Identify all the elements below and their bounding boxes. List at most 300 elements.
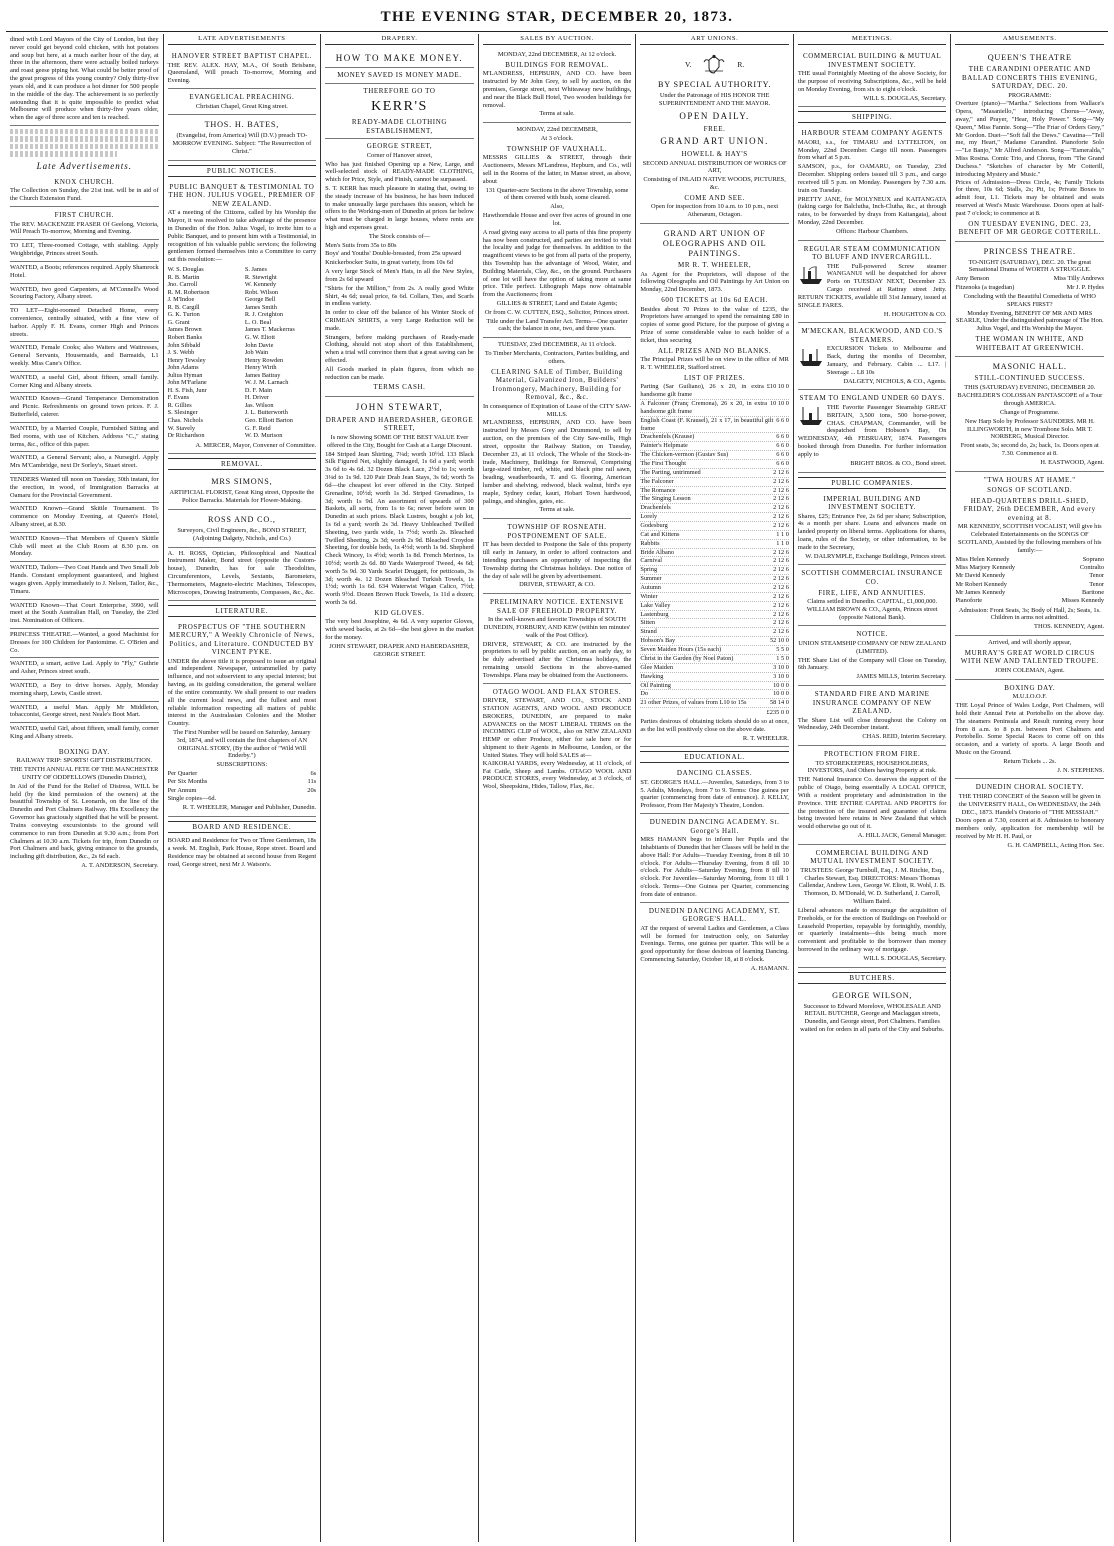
shipping-head: SHIPPING. <box>798 111 947 123</box>
classified-ad: WANTED, by a Married Couple, Furnished Sitting and Bed rooms, with use of Kitchen. Address "C.," stating terms, &c., office of this paper. <box>10 423 159 452</box>
prize-value: 2 12 6 <box>773 548 789 556</box>
cast-row <box>955 275 1104 283</box>
kerr-name: KERR'S <box>371 99 428 115</box>
knox-church-ad <box>10 174 159 207</box>
dancing-ad <box>640 765 789 814</box>
ticket-price: 600 TICKETS at 10s 6d EACH. <box>661 296 768 304</box>
carandini-title: THE CARANDINI OPERATIC AND BALLAD CONCERTS THIS EVENING, SATURDAY, DEC. 20. <box>962 65 1098 91</box>
column-5-head: ART UNIONS. <box>640 34 789 45</box>
prize-row <box>640 460 789 469</box>
parties-note: Parties desirous of obtaining tickets should do so at once, as the list will positively close on the above date. <box>640 717 789 733</box>
songs-scotland: SONGS OF SCOTLAND. <box>987 486 1073 495</box>
oleographs-ad <box>640 224 789 747</box>
prize-name: The Singing Lesson <box>640 495 691 503</box>
houghton-sign: H. HOUGHTON & CO. <box>883 310 947 318</box>
principal-prizes: The Principal Prizes will be on view in the office of MR R. T. WHEELER, Stafford street. <box>640 356 789 371</box>
imperial-ad <box>798 491 947 566</box>
prize-row <box>640 602 789 611</box>
vauxhall-cutten: Or from C. W. CUTTEN, ESQ., Solicitor, Princes street. <box>484 308 630 316</box>
grand-art-union: GRAND ART UNION. <box>660 136 769 147</box>
prize-value: 2 12 6 <box>773 601 789 609</box>
classified-ad: WANTED Known—That Members of Queen's Skittle Club will meet at the Club Room at 8.30 p.m. on Monday. <box>10 533 159 562</box>
princess-body: TO-NIGHT (SATURDAY), DEC. 20. The great Sensational Drama of WORTH A STRUGGLE. <box>968 258 1092 274</box>
academy-ad-2 <box>640 903 789 977</box>
simons-title: MRS SIMONS, <box>211 477 273 487</box>
committee-member: John Adams <box>167 364 199 372</box>
prize-row <box>640 451 789 460</box>
commercial-sign: WILL S. DOUGLAS, Secretary. <box>863 94 947 102</box>
commercial-meeting-ad <box>798 48 947 107</box>
cast-actor: Miss Tilly Andrews <box>1053 275 1105 283</box>
committee-member: F. Evans <box>167 394 190 402</box>
imperial-body: Shares, £25; Entrance Fee, 2s 6d per share; Subscription, 4s a month per share. Loans and advances made on landed property on liberal terms. Applications for shares, loans, rules of the Society, or other information, to be made to the Secretary, <box>797 512 947 551</box>
evangelical-body: Christian Chapel, Great King street. <box>195 102 288 110</box>
oleographs-title: GRAND ART UNION OF OLEOGRAPHS AND OIL PAINTINGS. <box>662 229 767 259</box>
committee-member: Jno. Carroll <box>167 281 198 289</box>
prize-value: 2 12 6 <box>773 486 789 494</box>
standard-body: The Share List will close throughout the Colony on Wednesday, 24th December instant. <box>797 716 947 732</box>
prize-value: 10 10 0 <box>770 400 789 407</box>
committee-member: R. J. Creighton <box>244 311 283 319</box>
kerr-terms: TERMS CASH. <box>373 383 426 392</box>
crest-r: R. <box>737 60 745 70</box>
classified-ad: WANTED, two good Carpenters, at M'Connell's Wood Scouring Factory, Albany street. <box>10 284 159 306</box>
queens-title: QUEEN'S THEATRE <box>987 53 1072 62</box>
stephens-sign: J. N. STEPHENS. <box>1057 766 1105 774</box>
boxing-subtitle-2: THE TENTH ANNUAL FETE OF THE MANCHESTER UNITY OF ODDFELLOWS (Dunedin District), <box>10 766 159 782</box>
pretty-jane-body: PRETTY JANE, for MOLYNEUX and KAITANGATA (taking cargo for Balclutha, Inch-Clutha, &c., at through rates, to be forwarded by drays from Kaitangata), about Monday, 22nd December. <box>797 195 947 226</box>
classified-ad: WANTED, a smart, active Lad. Apply to "Fly," Guthrie and Asher, Princes street south. <box>10 658 159 680</box>
auction-sawmills <box>483 338 632 519</box>
prize-value: 10 0 0 <box>773 690 789 698</box>
prize-row <box>640 699 789 708</box>
third-concert: THE THIRD CONCERT of the Season will be given in the UNIVERSITY HALL, On WEDNESDAY, the 24th DEC., 1873. Handel's Oratorio of "THE MESSIAH." <box>958 792 1101 816</box>
prize-name: Hawking <box>640 672 664 680</box>
protection-title: PROTECTION FROM FIRE. <box>823 750 921 759</box>
kerr-p1: Who has just finished Opening up a New, Large, and well-selected stock of READY-MADE CLOTHING, which for Price, Style, and Finish, cannot be surpassed. <box>325 160 474 184</box>
open-daily: OPEN DAILY. <box>679 110 750 121</box>
concluding: Concluding with the Beautiful Comedietta of WHO SPEAKS FIRST? <box>963 292 1096 308</box>
masonic-title: MASONIC HALL. <box>992 362 1067 372</box>
prize-value: 58 14 0 <box>770 699 789 707</box>
prize-value: 2 12 6 <box>773 495 789 503</box>
prize-value: 1 1 0 <box>776 530 789 538</box>
auction-1-title: BUILDINGS FOR REMOVAL. <box>505 60 609 69</box>
subscription-row <box>168 778 317 786</box>
come-and-see: COME AND SEE. <box>684 193 745 202</box>
subscription-row <box>168 770 317 778</box>
prize-row <box>640 513 789 522</box>
prize-name: The Chicken-vermon (Gustav Sus) <box>640 451 729 459</box>
coleman-sign: JOHN COLEMAN, Agent. <box>994 666 1065 674</box>
board-ad: BOARD and Residence for Two or Three Gentlemen, 18s a week. M. English, Park House, Rope street. Board and Residence may be obtained at second house from Regent road, George street, next Mr J. Watson's. <box>167 837 317 868</box>
classifieds-list <box>10 240 159 744</box>
committee-member: Job Wain <box>244 349 269 357</box>
kerr-h2: MONEY SAVED IS MONEY MADE. <box>337 70 462 79</box>
prize-value: 52 10 0 <box>770 637 789 645</box>
classified-ad: WANTED, useful Girl, about fifteen, small family, corner King and Albany streets. <box>10 725 159 741</box>
rosneath-driver: DRIVER, STEWART, & CO. <box>519 581 595 589</box>
subscription-period: Per Quarter <box>167 770 198 778</box>
notice-title: NOTICE. <box>856 630 888 639</box>
family-member-name: Miss Helen Kennedy <box>955 555 1010 563</box>
howell-hay-ad <box>640 48 789 224</box>
queens-theatre-ad <box>955 48 1104 242</box>
column-1 <box>6 34 164 1542</box>
prize-name: Lastenburg <box>640 610 669 618</box>
storekeepers: TO STOREKEEPERS, HOUSEHOLDERS, INVESTORS, And Others having Property at risk. <box>807 759 937 775</box>
kid-gloves-body: The very best Josephine, 4s 6d. A very superior Gloves, with sewed backs, at 2s 6d—the best glove in the market for the money. <box>325 618 474 642</box>
murray-title: MURRAY'S GREAT WORLD CIRCUS WITH NEW AND TALENTED TROUPE. <box>960 648 1099 666</box>
sawmills-p9: M'LANDRESS, HEPBURN, AND CO. have been instructed by Messrs Grey and Drummond, to sell by auction, on the premises of the City Saw-mills, High street, opposite the Railway Station, on Tuesday, December 23, at 11 o'clock, The Whole of the Stock-in-trade, Machinery, Buildings for Removal, Comprising large-sized timber, red, white, and black pine rail sawn, beading, weatherboards, T. and G. flooring, American lumber and shelving, redwood, black walnut, bird's eye maple, Sydney cedar, kauri, Hobart Town hardwood, palings, and shingles, gates, etc. <box>482 419 632 505</box>
committee-member: W. S. Douglas <box>167 266 204 274</box>
change-programme: Change of Programme. <box>1000 409 1060 417</box>
prize-name: Strand <box>640 628 657 636</box>
mercury-first-number: The First Number will be issued on Saturday, January 3rd, 1874, and will contain the first chapters of AN ORIGINAL STORY, (By the author of "Wild Will Enderby.") <box>173 728 311 760</box>
prize-name: English Coast (F. Krausel), 21 x 17, in beautiful gilt frame <box>640 416 774 432</box>
vauxhall-time: At 3 o'clock. <box>540 135 574 143</box>
kerr-stock: The Stock consists of— <box>368 232 431 240</box>
standard-ad <box>798 686 947 746</box>
twa-hours-ad <box>955 472 1104 636</box>
mmeckan-title: M'MECKAN, BLACKWOOD, AND CO.'S STEAMERS. <box>801 327 943 344</box>
committee-member: H. S. Fish, Junr <box>167 386 207 394</box>
kerr-item: Boys' and Youths' Double-breasted, from 25s upward <box>325 250 462 258</box>
subscription-period: Single copies—6d. <box>167 795 217 803</box>
prize-list <box>640 383 789 708</box>
campbell-sign: G. H. CAMPBELL, Acting Hon. Sec. <box>1007 841 1105 849</box>
academy-title: DUNEDIN DANCING ACADEMY. St. George's Hall. <box>649 818 780 835</box>
academy-2-title: DUNEDIN DANCING ACADEMY, ST. GEORGE'S HALL. <box>648 906 781 924</box>
committee-member: James Battray <box>244 371 281 379</box>
committee-member: John Davie <box>244 341 274 349</box>
mercury-ad <box>168 619 317 818</box>
committee-member: Henry Rowden <box>244 356 284 364</box>
committee-member: Henry Wirth <box>244 364 277 372</box>
boxing-day-ad <box>10 744 159 874</box>
wilson-ad <box>798 986 947 1038</box>
prize-name: Summer <box>640 575 662 583</box>
kid-gloves-title: KID GLOVES. <box>374 608 425 617</box>
kennedy-admission: Admission: Front Seats, 3s; Body of Hall, 2s; Seats, 1s. Children in arms not admitted. <box>958 606 1101 622</box>
prize-value: 2 12 6 <box>773 628 789 636</box>
kerr-p5: All Goods marked in plain figures, from which no reduction can be made. <box>325 365 474 381</box>
committee-member: John Sibbald <box>167 341 201 349</box>
bachelder: BACHELDER'S COLOSSAN PANTASCOPE of a Tour through AMERICA. <box>957 392 1103 408</box>
committee-member: John M'Farlane <box>167 379 207 387</box>
murray-circus-ad <box>955 636 1104 680</box>
prize-value: 2 12 6 <box>773 610 789 618</box>
family-member-row <box>955 581 1104 589</box>
searle-benefit: Monday Evening, BENEFIT OF MR AND MRS SEARLE, Under the distinguished patronage of The Hon. Julius Vogel, and His Worship the Mayor. <box>955 309 1104 333</box>
prize-total: £235 0 0 <box>766 709 789 717</box>
woman-in-white: THE WOMAN IN WHITE, AND WHITEBAIT AT GREENWICH. <box>975 335 1085 352</box>
prize-value: 6 6 0 <box>776 433 789 441</box>
scottish-body: Claims settled in Dunedin. CAPITAL, £1,000,000. WILLIAM BROWN & CO., Agents, Princes street (opposite National Bank). <box>806 598 938 621</box>
prize-row <box>640 628 789 637</box>
prize-row <box>640 673 789 682</box>
family-member-name: Pianoforte <box>955 597 983 605</box>
prize-name: Seven Maiden Hours (15s each) <box>640 646 722 654</box>
vauxhall-p3: 131 Quarter-acre Sections in the above Township, some of them covered with bush, some cleared. <box>485 186 629 202</box>
classified-ad: WANTED, a Boots; references required. Apply Shamrock Hotel. <box>10 262 159 284</box>
princess-theatre-ad <box>955 242 1104 357</box>
prize-row <box>640 522 789 531</box>
mercury-signature: R. T. WHEELER, Manager and Publisher, Dunedin. <box>182 804 317 812</box>
choral-society-ad <box>955 779 1104 853</box>
driver-ad <box>483 594 632 684</box>
kerr-h5: GEORGE STREET, <box>366 142 433 151</box>
union-body: THE Share List of the Company will Close on Tuesday, 6th January. <box>797 656 947 672</box>
masonic-this: THIS (SATURDAY) EVENING, DECEMBER 20. <box>964 383 1096 391</box>
columns <box>6 34 1108 1542</box>
queens-prices: Prices of Admission—Dress Circle, 4s; Family Tickets for three, 10s 6d; Stalls, 2s; Pit, 1s; Private Boxes to admit four, L1. Tickets may be obtained and seats reserved at West's Music Warehouse. Doors open at half-past 7 o'clock; to commence at 8. <box>955 178 1105 217</box>
kerr-item: Knickerbocker Suits, in great variety, from 10s 6d <box>325 259 454 267</box>
committee-member: R. B. Cargill <box>167 303 200 311</box>
auction-vauxhall <box>483 123 632 338</box>
column-3-head: DRAPERY. <box>325 34 474 45</box>
classified-ad: WANTED, a Boy to drive horses. Apply, Monday morning sharp, Lewis, Castle street. <box>10 680 159 702</box>
committee-member: W. Stavely <box>167 424 195 432</box>
classified-ad: TO LET, Three-roomed Cottage, with stabling. Apply Weighbridge, Princes street South. <box>10 240 159 262</box>
first-church-body: The REV. MACKENZIE FRASER Of Geelong, Victoria, Will Preach To-morrow, Morning and Evening. <box>10 220 159 236</box>
stewart-ad <box>325 397 474 663</box>
sawmills-date: TUESDAY, 23rd DECEMBER, At 11 o'clock. <box>497 341 617 349</box>
sawmills-terms: Terms at sale. <box>539 506 575 514</box>
committee-member: Geo. Elliott Barton <box>244 416 293 424</box>
committee-member: J. L. Butterworth <box>244 409 288 417</box>
stewart-title: JOHN STEWART, <box>355 401 444 412</box>
prize-name: The Falconer <box>640 477 674 485</box>
prize-row <box>640 433 789 442</box>
standard-title: STANDARD FIRE AND MARINE INSURANCE COMPANY OF NEW ZEALAND. <box>812 690 932 716</box>
prize-name: Winter <box>640 592 658 600</box>
vauxhall-title: TOWNSHIP OF VAUXHALL. <box>506 144 608 153</box>
kerr-item: A very large Stock of Men's Hats, in all the New Styles, from 2s 6d upward <box>325 268 474 283</box>
thos-kennedy-sign: THOS. KENNEDY, Agent. <box>1034 623 1105 631</box>
vauxhall-p2: MESSRS GILLIES & STREET, through their Auctioneers, Messrs M'Landress, Hepburn, and Co., will sell in the Rooms of the latter, in Manse street, as above, about <box>482 154 632 185</box>
steamship-icon-2 <box>798 346 824 368</box>
consisting: Consisting of INLAID NATIVE WOODS, PICTURES, &c. <box>643 176 786 192</box>
committee-member: Robt. Wilson <box>244 288 279 296</box>
kerr-items <box>325 242 474 309</box>
family-member-voice: Misses Kennedy <box>1061 597 1105 605</box>
wheeler-sign: R. T. WHEELER. <box>742 734 789 742</box>
prize-row <box>640 383 789 400</box>
family-member-row <box>955 564 1104 572</box>
family-member-row <box>955 572 1104 580</box>
ross-title: ROSS AND CO., <box>208 515 276 525</box>
prize-name: Oil Painting <box>640 681 671 689</box>
prize-row <box>640 495 789 504</box>
first-church-ad <box>10 207 159 240</box>
prize-row <box>640 469 789 478</box>
prize-name: Drachenfels <box>640 504 671 512</box>
douglas-sign: WILL S. DOUGLAS, Secretary. <box>863 954 947 962</box>
wilson-title: GEORGE WILSON, <box>832 990 913 1000</box>
column-5 <box>636 34 794 1542</box>
prize-value: 5 5 0 <box>776 646 789 654</box>
hamann-body: MRS HAMANN begs to inform her Pupils and the Inhabitants of Dunedin that her Classes will be held in the above Hall: For Adults—Tuesday Evening, from 8 till 10 o'clock. For Adults—Thursday Evening, from 8 till 10 o'clock. For Adults—Saturday Evening, from 8 till 10 o'clock. For Juveniles—Saturday Morning, from 11 till 1 o'clock. Terms—One Guinea per Quarter, commencing from date of entrance. <box>640 836 789 898</box>
classified-ad: TENDERS Wanted till noon on Tuesday, 30th instant, for the erection, in wood, of Immigration Barracks at Oamaru for the Provincial Government. <box>10 474 159 503</box>
academy-ad <box>640 814 789 903</box>
prize-value: 6 6 0 <box>776 442 789 450</box>
cotterill-benefit: ON TUESDAY EVENING, DEC. 23, BENEFIT OF MR GEORGE COTTERILL. <box>958 219 1101 237</box>
committee-member: G. K. Turton <box>167 311 200 319</box>
boxing-day: BOXING DAY. <box>1004 683 1056 692</box>
prize-name: Godesburg <box>640 522 668 530</box>
arrived: Arrived, and will shortly appear, <box>988 639 1072 647</box>
hanover-chapel-ad <box>168 48 317 89</box>
royal-arms-icon <box>701 54 727 76</box>
prize-row <box>640 549 789 558</box>
knox-title: KNOX CHURCH. <box>54 177 115 186</box>
subscription-price: 20s <box>307 786 317 794</box>
kerr-p2: S. T. KERR has much pleasure in stating that, owing to the steady increase of his business, he has been induced to make unusually large purchases this season, which he offers to the Working-men of Dunedin at prices far below what must be charged in large houses, where rents are high and expenses great. <box>325 184 474 232</box>
prize-row <box>640 593 789 602</box>
committee-member: James Smith <box>244 303 277 311</box>
muloof: M.U.I.O.O.F. <box>1012 693 1047 701</box>
kerr-ad <box>325 48 474 397</box>
family-member-voice: Contralto <box>1079 563 1105 571</box>
otago-title: OTAGO WOOL AND FLAX STORES. <box>492 687 622 696</box>
reid-sign: CHAS. REID, Interim Secretary. <box>862 733 947 741</box>
family-member-voice: Tenor <box>1089 572 1105 580</box>
prize-name: Lake Valley <box>640 601 671 609</box>
besides-text: Besides about 70 Prizes to the value of £235, the Proprietors have arranged to spend the remaining £80 in copies of some good Picture, for the purpose of giving a Prize of some considerable value to each holder of a ticket, thus securing <box>640 305 789 344</box>
prize-value: 2 12 6 <box>773 619 789 627</box>
national-body: THE National Insurance Co. deserves the support of the public of Otago, being essentially A LOCAL OFFICE, With a resident proprietary and administration in the Province. THE ENTIRE CAPITAL AND PROFITS for the protection of the insured and guarantee of claims being invested here retains in New Zealand that which would otherwise go out of it. <box>797 776 947 831</box>
family-member-name: Mr James Kennedy <box>955 588 1006 596</box>
hanover-body: THE REV. ALEX. HAY, M.A., Of South Brisbane, Queensland, Will preach To-morrow, Morning and Evening. <box>167 61 317 85</box>
imperial-title: IMPERIAL BUILDING AND INVESTMENT SOCIETY. <box>823 494 921 512</box>
otago-stores-ad <box>483 684 632 794</box>
literature-head: LITERATURE. <box>168 605 317 617</box>
banquet-title: PUBLIC BANQUET & TESTIMONIAL TO THE HON. JULIUS VOGEL, PREMIER OF NEW ZEALAND. <box>168 182 316 208</box>
eastwood-sign: H. EASTWOOD, Agent. <box>1040 458 1105 466</box>
prize-name: A Falconer (Franç Cremona), 26 x 20, in extra handsome gilt frame <box>640 400 767 415</box>
union-title: UNION STEAMSHIP COMPANY OF NEW ZEALAND (LIMITED). <box>798 640 947 655</box>
committee-member: George Bell <box>244 296 276 304</box>
kerr-p3: In order to clear off the balance of his Winter Stock of CRIMEAN SHIRTS, a very Large Reduction will be made. <box>325 309 474 332</box>
prize-value: 6 6 0 <box>776 451 789 459</box>
prize-name: Cat and Kittens <box>640 530 680 538</box>
subscription-price: 6s <box>310 770 317 778</box>
auction-1-date: MONDAY, 22nd DECEMBER, At 12 o'clock. <box>497 51 617 58</box>
prize-name: Rabbits <box>640 539 660 547</box>
subscription-row <box>168 787 317 795</box>
vauxhall-p4: Hawthorndale House and over five acres of ground in one lot. <box>482 212 632 227</box>
family-member-row <box>955 597 1104 605</box>
masthead <box>6 4 1108 32</box>
prize-value: 2 12 6 <box>773 557 789 565</box>
prize-name: The Romance <box>640 486 676 494</box>
great-britain-body: THE Favorite Passenger Steamship GREAT BRITAIN, 3,500 tons, 500 horse-power, CHAS. CHAPMAN, Commander, will be despatched from Hobson's Bay, On WEDNESDAY, 4th FEBRUARY, 1874. Passengers booked through from Dunedin. For further information apply to <box>797 404 947 458</box>
ross-body: Surveyors, Civil Engineers, &c., BOND STREET, (Adjoining Dalgety, Nichols, and Co.) <box>177 527 307 542</box>
column-2 <box>164 34 322 1542</box>
family-member-name: Mr Robert Kennedy <box>955 580 1007 588</box>
steamship-icon-3 <box>798 405 824 427</box>
princess-title: PRINCESS THEATRE. <box>983 246 1076 256</box>
family-member-name: Mr David Kennedy <box>955 572 1006 580</box>
bates-ad <box>168 115 317 160</box>
prize-name: Do <box>640 690 649 698</box>
kerr-item: Men's Suits from 35s to 80s <box>325 241 397 249</box>
prize-name: Glee Maiden <box>640 663 674 671</box>
prize-row <box>640 487 789 496</box>
column-7 <box>951 34 1108 1542</box>
free-label: FREE. <box>703 124 726 133</box>
column-7-head: AMUSEMENTS. <box>955 34 1104 45</box>
howell-hay: HOWELL & HAY'S <box>681 150 748 159</box>
committee-list <box>168 266 317 440</box>
sawmills-p7: To Timber Merchants, Contractors, Parties building, and others. <box>484 350 630 365</box>
dalgety-sign: DALGETY, NICHOLS, & CO., Agents. <box>843 377 947 385</box>
column-3 <box>321 34 479 1542</box>
protection-ad <box>798 746 947 845</box>
prize-row <box>640 690 789 699</box>
prize-row <box>640 646 789 655</box>
kerr-item: "Shirts for the Million," from 2s. A really good White Shirt, 4s 6d; usual price, 6s 6d. Collars, Ties, and Scarfs in endless variety. <box>325 284 474 308</box>
family-member-name: Miss Marjory Kennedy <box>955 563 1016 571</box>
prize-row <box>640 531 789 540</box>
scottish-title: SCOTTISH COMMERCIAL INSURANCE CO. <box>801 569 943 586</box>
royal-crest <box>640 54 789 76</box>
steam-england-title: STEAM TO ENGLAND UNDER 60 DAYS. <box>799 394 945 403</box>
prize-name: Hobson's Bay <box>640 637 676 645</box>
kerr-h4: READY-MADE CLOTHING ESTABLISHMENT, <box>351 118 448 135</box>
family-member-row <box>955 589 1104 597</box>
newspaper-title: THE EVENING STAR, DECEMBER 20, 1873. <box>380 9 734 25</box>
cast-row <box>955 284 1104 292</box>
great-britain-ad <box>798 390 947 472</box>
scottish-ad <box>798 565 947 626</box>
masonic-seats: Front seats, 3s; second do, 2s; back, 1s. Doors open at 7.30. Commence at 8. <box>960 442 1099 458</box>
board-head: BOARD AND RESIDENCE. <box>168 821 317 833</box>
prize-name: Autumn <box>640 584 661 592</box>
trustees: TRUSTEES: George Turnbull, Esq., J. M. Ritchie, Esq., Charles Stewart, Esq. DIRECTORS: Messrs Thomas Callendar, Andrew Lees, George W. Eliott, R. Wohl, J. B. Thomson, D. M'Donald, W. D. Sutherland, J. Carroll, William Baird. <box>798 866 946 906</box>
committee-member: H. Driver <box>244 394 269 402</box>
column-4 <box>479 34 637 1542</box>
wheeler-agent: As Agent for the Proprietors, will dispose of the following Oleographs and Oil Paintings by Art Union on Monday, 22nd December, 1873. <box>640 270 789 294</box>
kennedy-body: MR KENNEDY, SCOTTISH VOCALIST, Will give his Celebrated Entertainments on the SONGS OF SCOTLAND, Assisted by the following members of his family:— <box>957 523 1102 554</box>
removal-head: REMOVAL. <box>168 458 317 470</box>
otago-kaikorai: KAIKORAI YARDS, every Wednesday, at 11 o'clock, of Fat Cattle, Sheep and Lambs. OTAGO WOOL AND PRODUCE STORES, every Wednesday, at 3 o'clock, of Wool, Sheepskins, Hides, Tallow, Flax, &c. <box>482 759 632 791</box>
committee-member: J. S. Webb <box>167 349 195 357</box>
liberal-body: Liberal advances made to encourage the acquisition of Freeholds, or for the erection of Buildings on Freehold or Leasehold Properties, repayable by fortnightly, monthly, or quarterly instalments—this being much more convenient and profitable to the borrower than money borrowed in the ordinary way of mortgage. <box>797 906 947 953</box>
prize-value: 2 12 6 <box>773 592 789 600</box>
committee-member: James Brown <box>167 326 202 334</box>
wanganui-ad <box>798 241 947 324</box>
regular-title: REGULAR STEAM COMMUNICATION TO BLUFF AND INVERCARGILL. <box>803 244 941 262</box>
mercury-body: UNDER the above title it is proposed to issue an original and independent Newspaper, untrammelled by party influence, and not subservient to any special interest; but having, as its guiding consideration, the general welfare of the entire community. We shall present to our readers all the current local news, and the fullest and most reliable information respecting all matters of public interest in the Australasian Colonies and the Mother Country. <box>167 657 317 728</box>
prize-name: Bride Albano <box>640 548 675 556</box>
vauxhall-also: Also, <box>550 203 564 211</box>
dancing-title: DANCING CLASSES. <box>676 769 753 778</box>
prize-value: 6 6 0 <box>776 416 789 424</box>
harbour-ad <box>798 125 947 240</box>
prize-name: 21 other Prizes, of values from L10 to 15s <box>640 699 747 707</box>
prize-row <box>640 478 789 487</box>
committee-member: D. F. Main <box>244 386 272 394</box>
simons-body: ARTIFICIAL FLORIST, Great King street, Opposite the Police Barracks. Materials for Flower-Making. <box>169 489 315 505</box>
cast-actor: Mr J. P. Hydes <box>1066 283 1105 291</box>
prize-value: 2 12 6 <box>773 468 789 476</box>
cast-role: Amy Benson <box>955 275 990 283</box>
butchers-head: BUTCHERS. <box>798 972 947 984</box>
evangelical-ad <box>168 89 317 115</box>
commercial-title: COMMERCIAL BUILDING & MUTUAL INVESTMENT SOCIETY. <box>802 52 942 69</box>
